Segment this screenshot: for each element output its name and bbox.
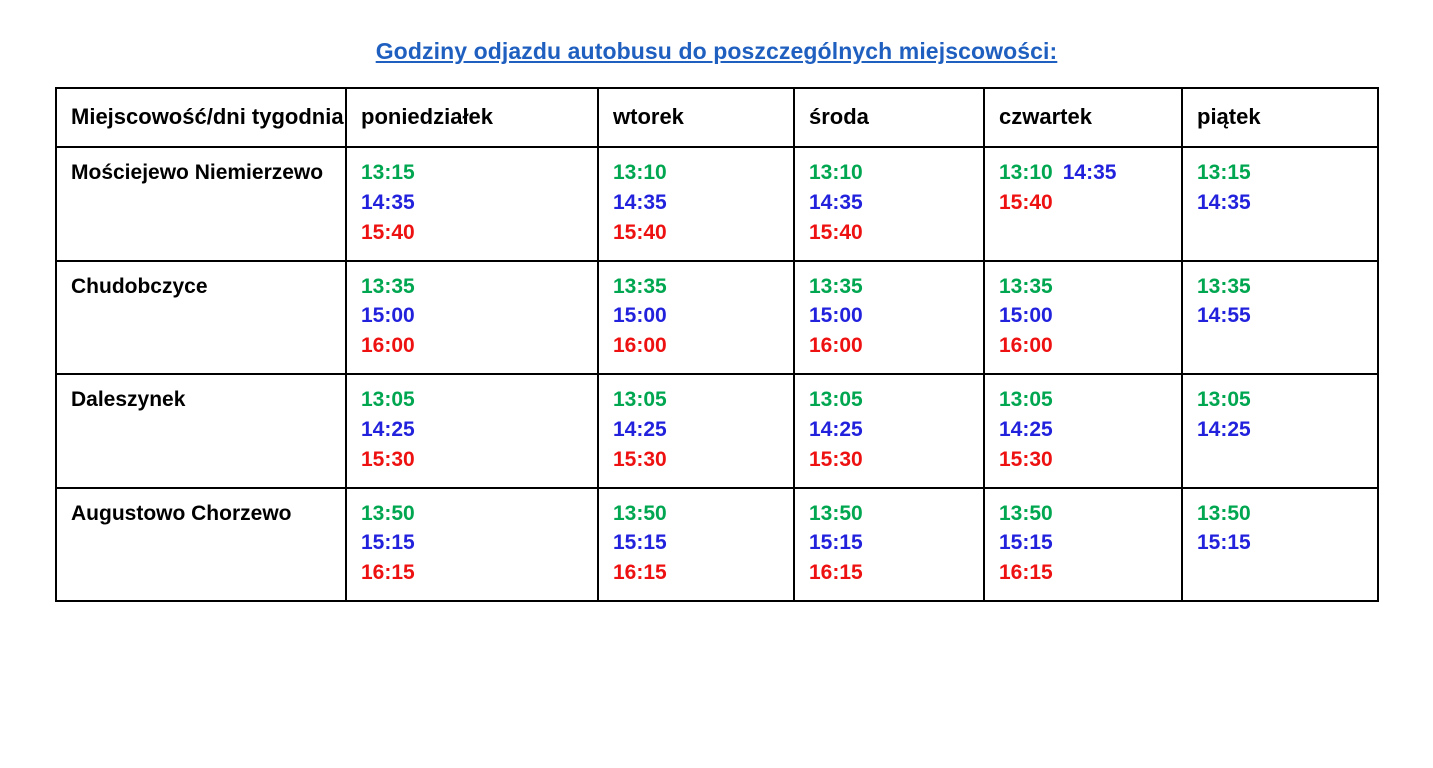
time-line <box>613 218 793 248</box>
column-header-friday: piątek <box>1182 88 1378 147</box>
time-line <box>999 331 1181 361</box>
time-line <box>809 499 983 529</box>
departure-times-cell <box>984 147 1182 260</box>
departure-time: 14:35 <box>613 191 667 215</box>
departure-times-cell <box>1182 374 1378 487</box>
departure-time: 13:50 <box>999 501 1053 525</box>
departure-time: 16:00 <box>361 334 415 358</box>
departure-times-cell <box>1182 261 1378 374</box>
departure-time: 15:40 <box>809 220 863 244</box>
time-line <box>809 158 983 188</box>
time-line <box>613 331 793 361</box>
departure-times-cell <box>794 488 984 601</box>
time-line <box>361 158 597 188</box>
times-list <box>361 385 597 474</box>
times-list <box>999 385 1181 474</box>
time-line <box>613 385 793 415</box>
departure-time: 13:50 <box>361 501 415 525</box>
departure-times-cell <box>794 374 984 487</box>
departure-time: 13:05 <box>1197 388 1251 412</box>
time-line <box>1197 301 1377 331</box>
time-line <box>809 301 983 331</box>
time-line <box>999 188 1181 218</box>
departure-time: 13:35 <box>1197 274 1251 298</box>
departure-time: 13:50 <box>1197 501 1251 525</box>
place-label: Augustowo Chorzewo <box>71 501 292 525</box>
departure-time: 13:05 <box>613 388 667 412</box>
departure-time: 13:10 <box>999 161 1053 185</box>
row-place-name <box>56 488 346 601</box>
place-label: Chudobczyce <box>71 274 208 298</box>
departure-time: 15:15 <box>999 531 1053 555</box>
departure-time: 14:25 <box>1197 417 1251 441</box>
departure-time: 13:35 <box>809 274 863 298</box>
departure-time: 13:35 <box>613 274 667 298</box>
column-header-monday: poniedziałek <box>346 88 598 147</box>
departure-time: 14:25 <box>809 417 863 441</box>
times-list <box>1197 272 1377 332</box>
time-line <box>613 445 793 475</box>
time-line <box>361 301 597 331</box>
departure-time: 13:15 <box>1197 161 1251 185</box>
times-list <box>613 499 793 588</box>
departure-time: 15:15 <box>809 531 863 555</box>
time-line <box>361 415 597 445</box>
time-line <box>361 385 597 415</box>
departure-time: 13:50 <box>809 501 863 525</box>
departure-times-cell <box>1182 488 1378 601</box>
place-label: Mościejewo Niemierzewo <box>71 161 324 185</box>
departure-times-cell <box>1182 147 1378 260</box>
departure-time: 13:50 <box>613 501 667 525</box>
time-line <box>809 385 983 415</box>
departure-times-cell <box>984 374 1182 487</box>
time-line <box>613 558 793 588</box>
time-line <box>809 272 983 302</box>
times-list <box>361 272 597 361</box>
times-list <box>1197 385 1377 445</box>
departure-time: 16:15 <box>613 561 667 585</box>
departure-times-cell <box>346 488 598 601</box>
time-line <box>361 331 597 361</box>
table-row <box>56 374 1378 487</box>
table-body <box>56 147 1378 601</box>
time-line <box>999 415 1181 445</box>
departure-time: 13:05 <box>809 388 863 412</box>
departure-time: 14:55 <box>1197 304 1251 328</box>
column-header-place: Miejscowość/dni tygodnia <box>56 88 346 147</box>
departure-time: 15:30 <box>999 447 1053 471</box>
column-header-tuesday: wtorek <box>598 88 794 147</box>
time-line <box>999 528 1181 558</box>
departure-time: 15:40 <box>361 220 415 244</box>
times-list <box>1197 158 1377 218</box>
time-line <box>613 499 793 529</box>
departure-time: 15:00 <box>613 304 667 328</box>
time-line <box>809 558 983 588</box>
times-list <box>1197 499 1377 559</box>
departure-time: 15:40 <box>999 191 1053 215</box>
time-line <box>1197 272 1377 302</box>
time-line <box>999 158 1181 188</box>
departure-time: 13:05 <box>361 388 415 412</box>
departure-time: 15:15 <box>1197 531 1251 555</box>
bus-departure-schedule-table <box>55 87 1379 602</box>
departure-time: 15:00 <box>361 304 415 328</box>
departure-time: 13:10 <box>809 161 863 185</box>
departure-time: 13:35 <box>999 274 1053 298</box>
departure-time: 15:30 <box>361 447 415 471</box>
place-label: Daleszynek <box>71 388 186 412</box>
times-list <box>361 499 597 588</box>
times-list <box>613 385 793 474</box>
time-line <box>613 415 793 445</box>
time-line <box>361 218 597 248</box>
times-list <box>809 272 983 361</box>
times-list <box>809 158 983 247</box>
departure-time: 14:25 <box>999 417 1053 441</box>
time-line <box>809 415 983 445</box>
row-place-name <box>56 261 346 374</box>
times-list <box>999 158 1181 218</box>
times-list <box>613 158 793 247</box>
time-line <box>809 331 983 361</box>
departure-times-cell <box>598 374 794 487</box>
time-line <box>613 188 793 218</box>
departure-time: 14:35 <box>361 191 415 215</box>
time-line <box>361 499 597 529</box>
time-line <box>361 445 597 475</box>
times-list <box>613 272 793 361</box>
departure-time: 13:15 <box>361 161 415 185</box>
departure-time: 15:00 <box>809 304 863 328</box>
page-title: Godziny odjazdu autobusu do poszczególnych miejscowości: <box>375 38 1058 64</box>
column-header-thursday: czwartek <box>984 88 1182 147</box>
departure-time: 16:00 <box>809 334 863 358</box>
time-line <box>1197 499 1377 529</box>
time-line <box>1197 528 1377 558</box>
times-list <box>999 272 1181 361</box>
departure-time: 15:30 <box>809 447 863 471</box>
departure-time: 14:35 <box>1062 161 1117 185</box>
time-line <box>361 272 597 302</box>
table-header <box>56 88 1378 147</box>
time-line <box>809 528 983 558</box>
times-list <box>999 499 1181 588</box>
departure-times-cell <box>984 488 1182 601</box>
departure-time: 14:35 <box>809 191 863 215</box>
departure-time: 16:15 <box>999 561 1053 585</box>
time-line <box>999 385 1181 415</box>
departure-times-cell <box>598 488 794 601</box>
departure-time: 16:00 <box>999 334 1053 358</box>
departure-time: 14:35 <box>1197 191 1251 215</box>
departure-times-cell <box>346 147 598 260</box>
time-line <box>613 528 793 558</box>
time-line <box>999 272 1181 302</box>
times-list <box>361 158 597 247</box>
time-line <box>809 188 983 218</box>
table-header-row <box>56 88 1378 147</box>
departure-time: 15:40 <box>613 220 667 244</box>
departure-time: 13:10 <box>613 161 667 185</box>
departure-time: 14:25 <box>361 417 415 441</box>
departure-times-cell <box>346 261 598 374</box>
times-list <box>809 385 983 474</box>
table-row <box>56 261 1378 374</box>
departure-times-cell <box>794 261 984 374</box>
time-line <box>361 558 597 588</box>
departure-times-cell <box>598 261 794 374</box>
table-row <box>56 488 1378 601</box>
departure-time: 15:15 <box>613 531 667 555</box>
time-line <box>809 445 983 475</box>
time-line <box>613 301 793 331</box>
departure-time: 15:30 <box>613 447 667 471</box>
departure-time: 13:05 <box>999 388 1053 412</box>
time-line <box>361 188 597 218</box>
row-place-name <box>56 147 346 260</box>
time-line <box>999 499 1181 529</box>
departure-time: 16:15 <box>809 561 863 585</box>
time-line <box>999 301 1181 331</box>
row-place-name <box>56 374 346 487</box>
time-line <box>613 158 793 188</box>
departure-time: 14:25 <box>613 417 667 441</box>
departure-time: 16:15 <box>361 561 415 585</box>
time-line <box>1197 385 1377 415</box>
departure-times-cell <box>984 261 1182 374</box>
time-line <box>361 528 597 558</box>
departure-time: 15:15 <box>361 531 415 555</box>
departure-times-cell <box>346 374 598 487</box>
time-line <box>809 218 983 248</box>
departure-time: 16:00 <box>613 334 667 358</box>
departure-times-cell <box>598 147 794 260</box>
departure-time: 15:00 <box>999 304 1053 328</box>
column-header-wednesday: środa <box>794 88 984 147</box>
times-list <box>809 499 983 588</box>
schedule-table-container <box>0 87 1433 602</box>
time-line <box>1197 415 1377 445</box>
departure-times-cell <box>794 147 984 260</box>
time-line <box>999 445 1181 475</box>
time-line <box>613 272 793 302</box>
time-line <box>999 558 1181 588</box>
table-row <box>56 147 1378 260</box>
departure-time: 13:35 <box>361 274 415 298</box>
time-line <box>1197 188 1377 218</box>
time-line <box>1197 158 1377 188</box>
